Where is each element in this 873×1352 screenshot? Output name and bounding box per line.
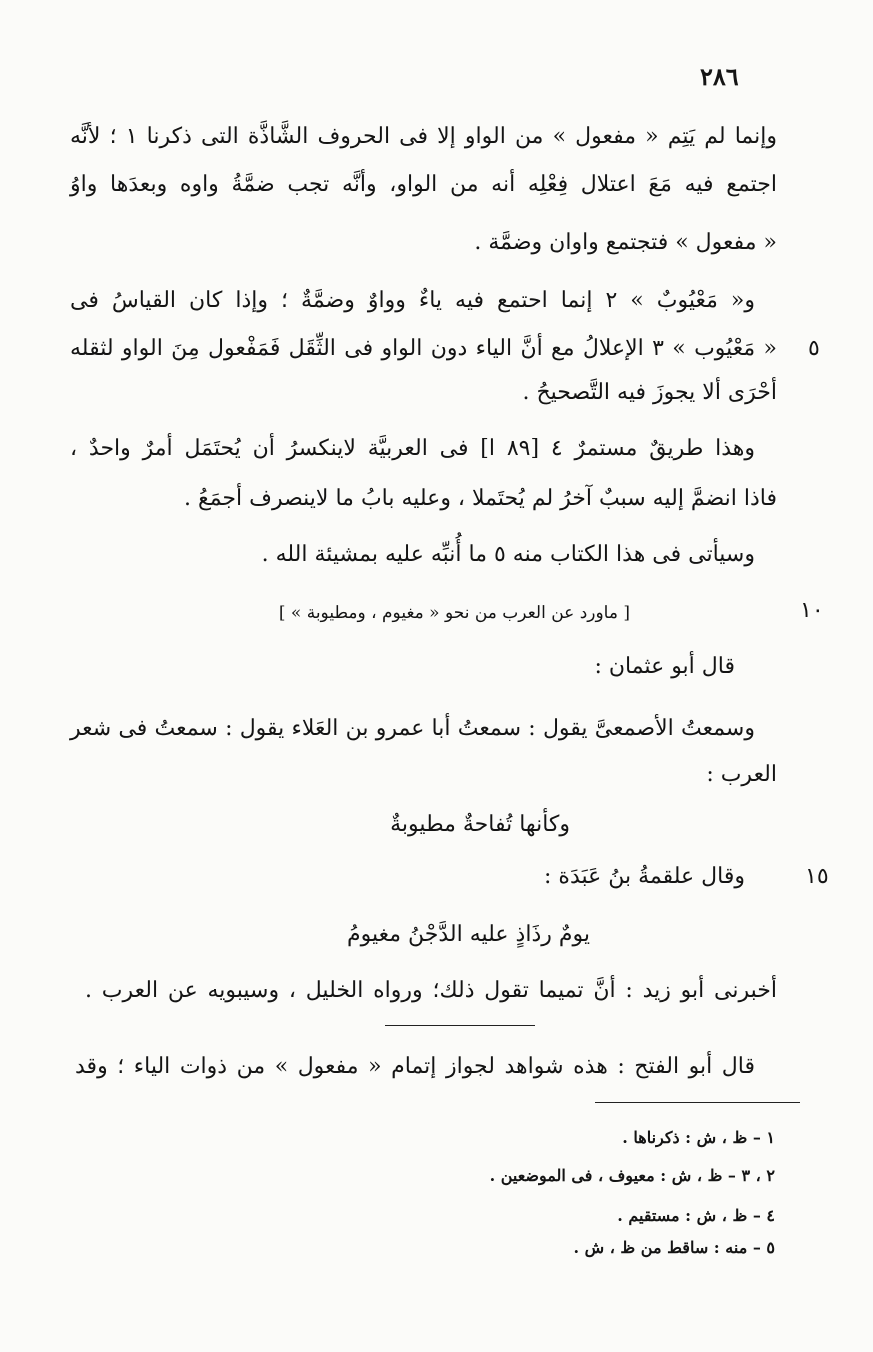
footnote-1: ١ – ظ ، ش : ذكرناها . — [622, 1128, 775, 1147]
body-line-3: « مفعول » فتجتمع واوان وضمَّة . — [474, 230, 777, 255]
footnote-3: ٤ – ظ ، ش : مستقيم . — [617, 1206, 775, 1225]
line-number-15: ١٥ — [805, 864, 829, 889]
body-line-12: العرب : — [706, 762, 777, 787]
body-line-5: « مَعْيُوب » ٣ الإعلالُ مع أنَّ الياء دون الواو فى الثِّقَل فَمَفْعول مِنَ الواو لثقله — [70, 336, 777, 361]
line-number-5: ٥ — [808, 336, 820, 361]
body-line-1: وإنما لم يَتِم « مفعول » من الواو إلا فى الحروف الشَّاذَّة التى ذكرنا ١ ؛ لأنَّه — [70, 124, 777, 149]
verse-2: يومٌ رذَاذٍ عليه الدَّجْنُ مغيومُ — [347, 922, 590, 947]
body-line-10: قال أبو عثمان : — [594, 654, 735, 679]
body-line-6: أحْرَى ألا يجوزَ فيه التَّصحيحُ . — [522, 380, 777, 405]
body-line-4: و« مَعْيُوبٌ » ٢ إنما احتمع فيه ياءٌ وواوٌ وضمَّةٌ ؛ وإذا كان القياسُ فى — [70, 288, 755, 313]
footnote-4: ٥ – منه : ساقط من ظ ، ش . — [573, 1238, 775, 1257]
section-heading: [ ماورد عن العرب من نحو « مغيوم ، ومطيوبة » ] — [278, 603, 630, 623]
body-line-15: قال أبو الفتح : هذه شواهد لجواز إتمام « مفعول » من ذوات الياء ؛ وقد — [75, 1054, 755, 1079]
footnote-rule — [595, 1102, 800, 1103]
page-number: ٢٨٦ — [700, 62, 739, 91]
body-line-8: فاذا انضمَّ إليه سببٌ آخرُ لم يُحتَملا ، وعليه بابُ ما لاينصرف أجمَعُ . — [184, 486, 777, 511]
body-line-14: أخبرنى أبو زيد : أنَّ تميما تقول ذلك؛ ورواه الخليل ، وسيبويه عن العرب . — [85, 978, 777, 1003]
separator-rule — [385, 1025, 535, 1026]
body-line-11: وسمعتُ الأصمعىَّ يقول : سمعتُ أبا عمرو بن العَلاء يقول : سمعتُ فى شعر — [70, 716, 755, 741]
verse-1: وكأنها تُفاحةٌ مطيوبةٌ — [390, 812, 570, 837]
body-line-2: اجتمع فيه مَعَ اعتلال فِعْلِه أنه من الواو، وأنَّه تجب ضمَّةُ واوه وبعدَها واوُ — [70, 172, 777, 197]
footnote-2: ٢ ، ٣ – ظ ، ش : معيوف ، فى الموضعين . — [489, 1166, 775, 1185]
body-line-9: وسيأتى فى هذا الكتاب منه ٥ ما أُنبِّه عليه بمشيئة الله . — [261, 542, 755, 567]
body-line-13: وقال علقمةُ بنُ عَبَدَة : — [544, 864, 745, 889]
line-number-10: ١٠ — [800, 598, 824, 623]
body-line-7: وهذا طريقٌ مستمرٌ ٤ [٨٩ ا] فى العربيَّة لاينكسرُ أن يُحتَمَل أمرٌ واحدٌ ، — [70, 436, 756, 461]
